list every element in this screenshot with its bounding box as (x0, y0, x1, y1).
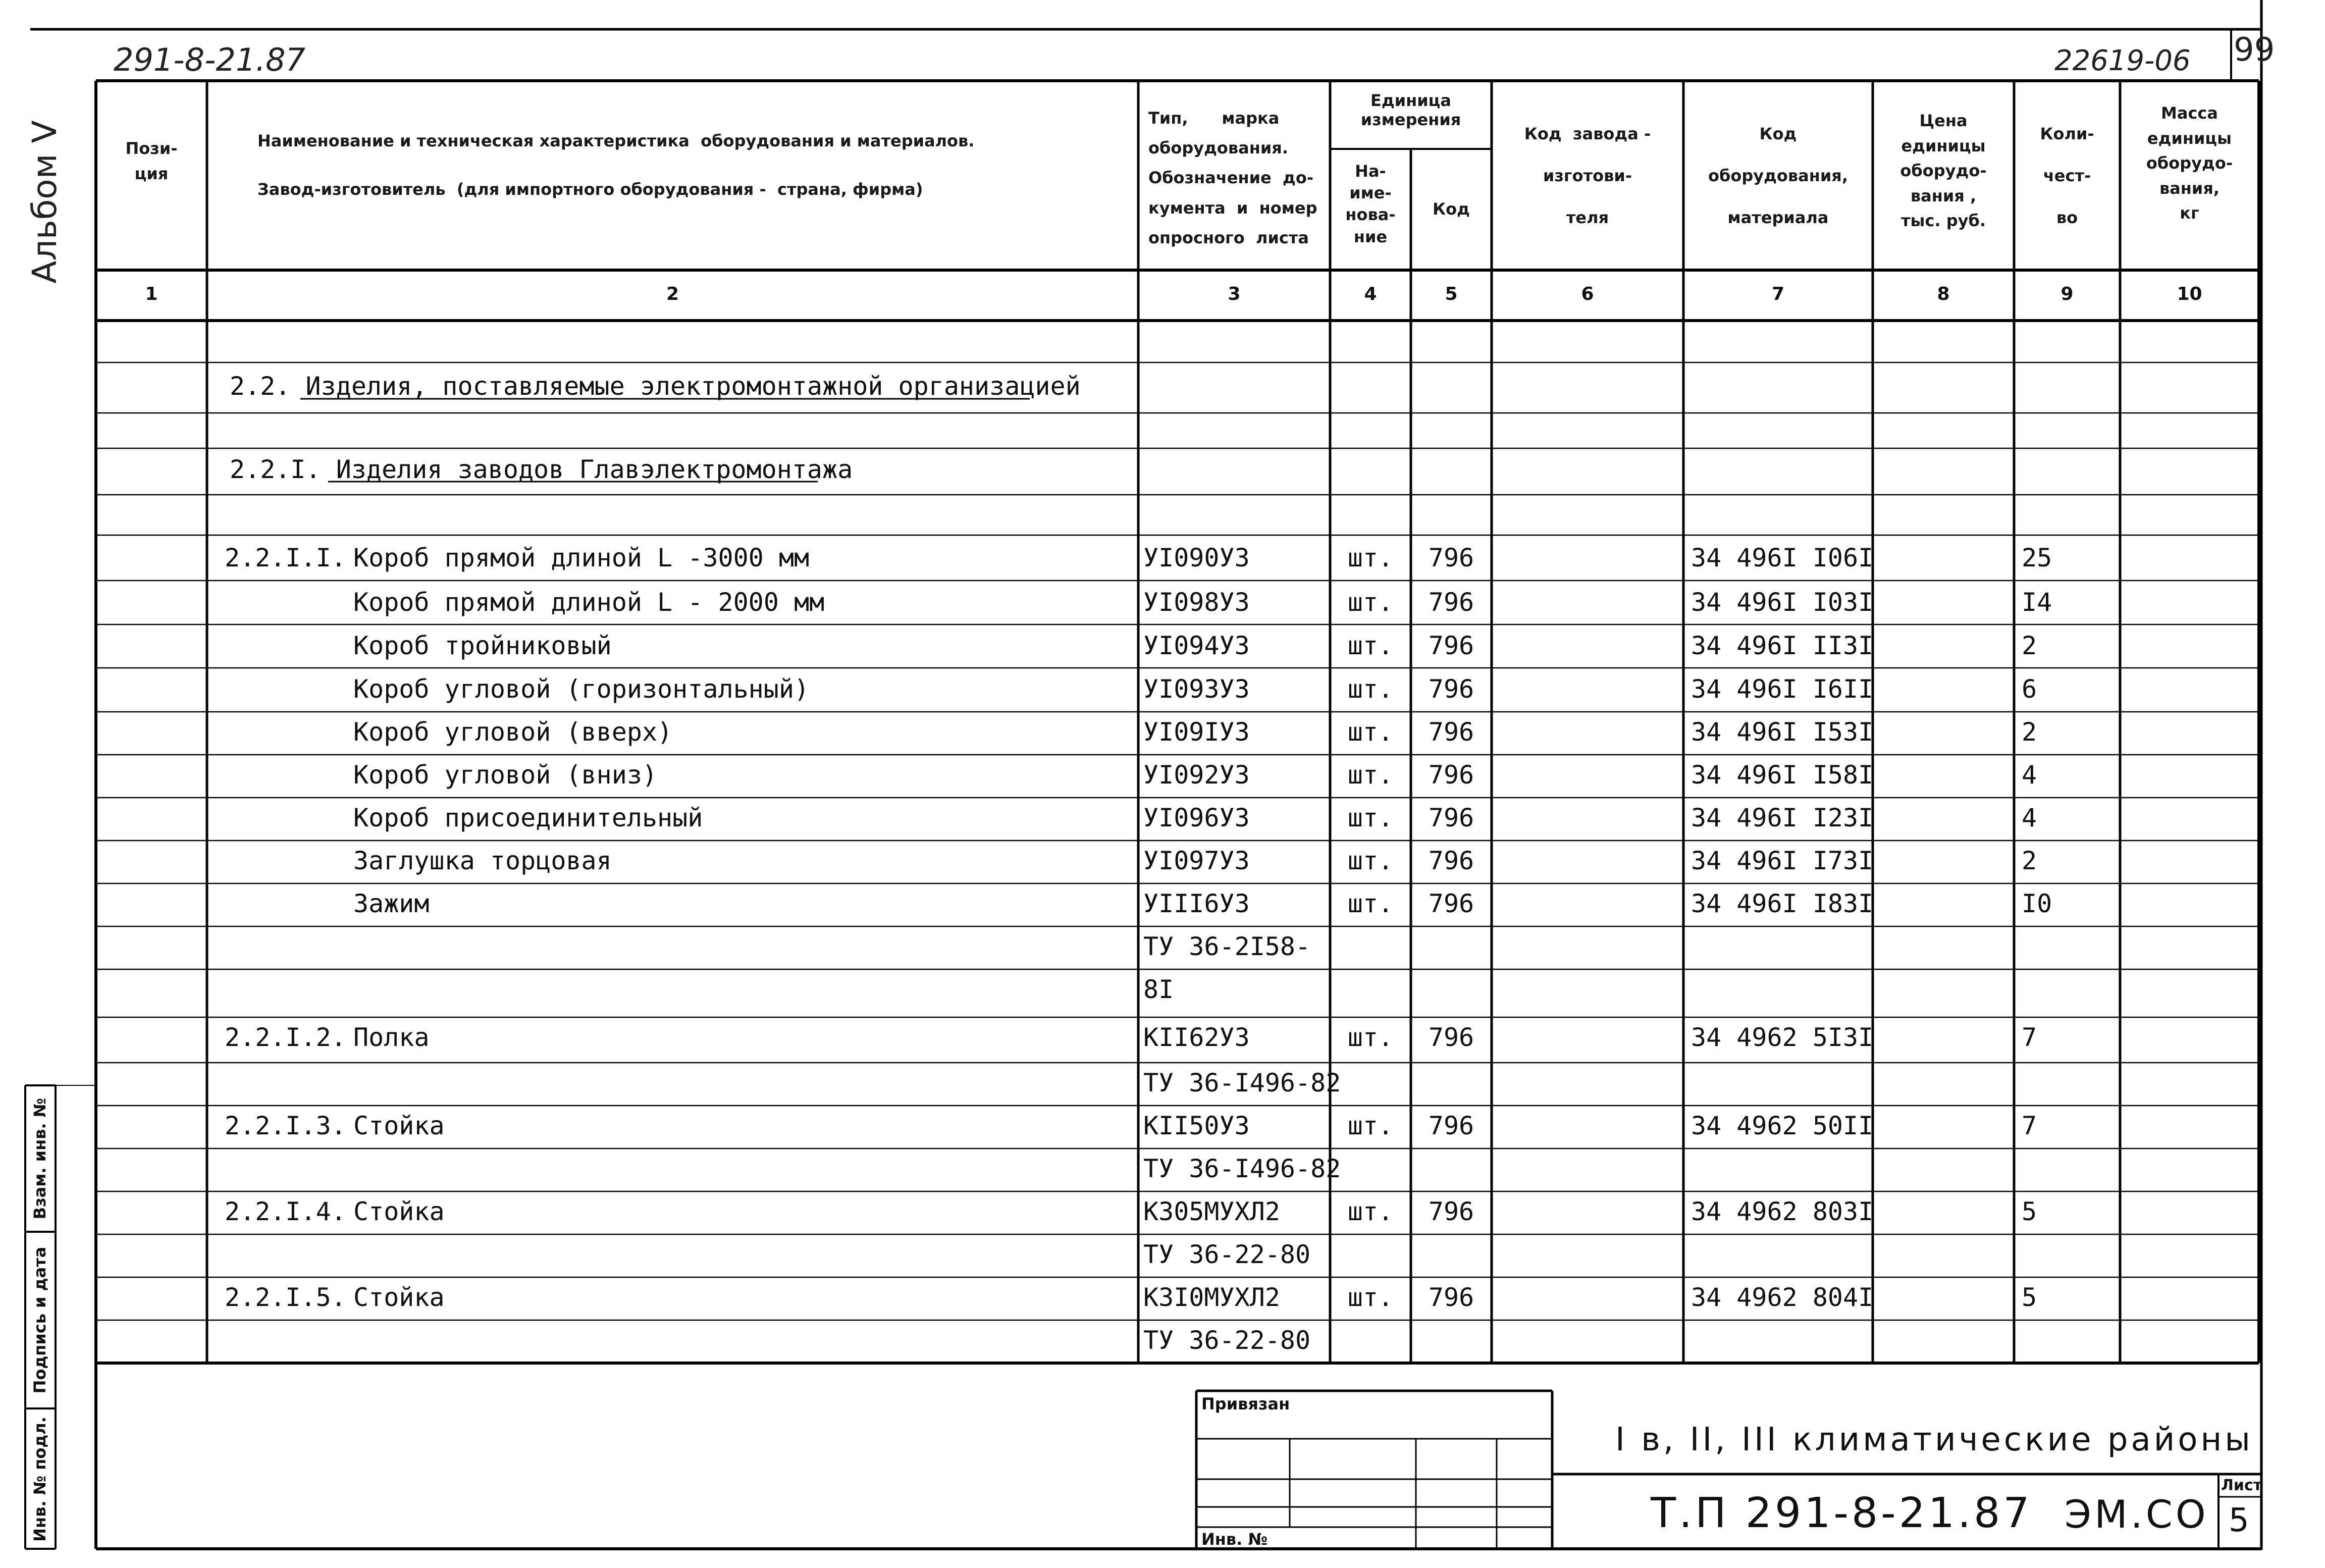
row-type: ТУ 36-I496-82 (1143, 1154, 1341, 1183)
row-equipment-code: 34 4962 803I (1691, 1197, 1874, 1226)
row-name: Полка (353, 1023, 430, 1052)
column-number: 7 (1771, 284, 1785, 304)
row-unit-code: 796 (1428, 588, 1474, 617)
page-number: 99 (2234, 31, 2275, 69)
column-number: 5 (1445, 284, 1458, 304)
row-unit: шт. (1347, 1197, 1394, 1226)
row-equipment-code: 34 4962 5I3I (1691, 1023, 1874, 1052)
document-code: Т.П 291-8-21.87 (1651, 1489, 2033, 1537)
header-col-type: Тип, марка оборудования. Обозначение до- кумента и номер опросного листа (1148, 109, 1317, 247)
row-type: УI093У3 (1143, 674, 1250, 704)
handwritten-archive-number: 22619-06 (2054, 44, 2191, 77)
column-number: 6 (1581, 284, 1594, 304)
row-unit-code: 796 (1428, 1283, 1474, 1312)
row-unit: шт. (1347, 717, 1394, 747)
row-unit: шт. (1347, 1111, 1394, 1140)
row-equipment-code: 34 496I II3I (1691, 631, 1874, 660)
row-name: Зажим (353, 889, 430, 918)
row-name: Стойка (353, 1197, 445, 1226)
row-unit: шт. (1347, 803, 1394, 832)
row-name: Стойка (353, 1111, 445, 1140)
row-unit-code: 796 (1428, 846, 1474, 875)
row-unit-code: 796 (1428, 631, 1474, 660)
row-unit-code: 796 (1428, 674, 1474, 704)
row-type: УIII6У3 (1143, 889, 1250, 918)
handwritten-series-number: 291-8-21.87 (114, 41, 306, 78)
row-name: Заглушка торцовая (353, 846, 612, 875)
row-quantity: 7 (2022, 1111, 2037, 1140)
header-col-quantity: Коли- чест- во (2040, 124, 2094, 228)
row-type: УI098У3 (1143, 588, 1250, 617)
header-col-maker-code: Код завода - изготови- теля (1524, 124, 1651, 228)
header-col-unit-code: Код (1433, 199, 1470, 219)
row-quantity: 4 (2022, 803, 2037, 832)
column-number: 2 (666, 284, 679, 304)
row-type: 8I (1143, 975, 1174, 1004)
header-col-name: Наименование и техническая характеристика оборудования и материалов. Завод-изготовитель (для импортного оборудования - страна, фирма) (257, 131, 975, 199)
row-equipment-code: 34 496I I58I (1691, 760, 1874, 790)
sheet-label: Лист (2221, 1477, 2262, 1494)
row-type: УI097У3 (1143, 846, 1250, 875)
row-unit: шт. (1347, 1023, 1394, 1052)
row-quantity: 6 (2022, 674, 2037, 704)
row-equipment-code: 34 4962 804I (1691, 1283, 1874, 1312)
row-quantity: 2 (2022, 717, 2037, 747)
row-quantity: 5 (2022, 1197, 2037, 1226)
album-label: Альбом V (25, 120, 64, 284)
header-col-unit: Единица измерения (1360, 91, 1461, 130)
row-unit-code: 796 (1428, 1023, 1474, 1052)
side-stamp-inv: Инв. № подл. (30, 1417, 49, 1542)
row-quantity: 2 (2022, 631, 2037, 660)
row-unit-code: 796 (1428, 543, 1474, 572)
row-type: К3I0МУХЛ2 (1143, 1283, 1280, 1312)
row-type: ТУ 36-22-80 (1143, 1240, 1311, 1269)
row-unit: шт. (1347, 1283, 1394, 1312)
column-number: 10 (2177, 284, 2202, 304)
row-type: KII62У3 (1143, 1023, 1250, 1052)
row-name: Короб присоединительный (353, 803, 703, 832)
row-equipment-code: 34 496I I03I (1691, 588, 1874, 617)
side-stamp-podpis: Подпись и дата (30, 1246, 49, 1394)
row-unit-code: 796 (1428, 889, 1474, 918)
column-number: 3 (1228, 284, 1241, 304)
row-unit: шт. (1347, 674, 1394, 704)
section-heading: 2.2.I. Изделия заводов Главэлектромонтажа (230, 455, 853, 484)
row-unit: шт. (1347, 588, 1394, 617)
document-suffix: ЭМ.СО (2065, 1492, 2209, 1537)
row-name: Короб угловой (вниз) (353, 760, 658, 790)
header-col-unit-name: На- име- нова- ние (1345, 162, 1396, 246)
row-type: УI090У3 (1143, 543, 1250, 572)
stamp-inv-no: Инв. № (1201, 1530, 1267, 1549)
row-quantity: I0 (2022, 889, 2052, 918)
row-quantity: 25 (2022, 543, 2052, 572)
column-number: 9 (2060, 284, 2074, 304)
header-col-mass: Масса единицы оборудо- вания, кг (2146, 103, 2233, 223)
sheet-number: 5 (2229, 1502, 2252, 1539)
column-number: 8 (1937, 284, 1950, 304)
row-unit: шт. (1347, 543, 1394, 572)
row-unit-code: 796 (1428, 717, 1474, 747)
row-position: 2.2.I.I. (225, 543, 346, 572)
row-name: Короб прямой длиной L -3000 мм (353, 543, 810, 572)
row-type: ТУ 36-22-80 (1143, 1326, 1311, 1355)
row-equipment-code: 34 496I I53I (1691, 717, 1874, 747)
row-name: Короб тройниковый (353, 631, 612, 660)
row-type: К305МУХЛ2 (1143, 1197, 1280, 1226)
row-quantity: 7 (2022, 1023, 2037, 1052)
row-type: УI09IУ3 (1143, 717, 1250, 747)
row-equipment-code: 34 496I I06I (1691, 543, 1874, 572)
row-name: Короб угловой (горизонтальный) (353, 674, 810, 704)
row-equipment-code: 34 496I I23I (1691, 803, 1874, 832)
row-unit: шт. (1347, 760, 1394, 790)
row-type: УI092У3 (1143, 760, 1250, 790)
row-equipment-code: 34 496I I73I (1691, 846, 1874, 875)
row-quantity: 5 (2022, 1283, 2037, 1312)
row-equipment-code: 34 4962 50II (1691, 1111, 1874, 1140)
row-quantity: 2 (2022, 846, 2037, 875)
row-unit-code: 796 (1428, 1111, 1474, 1140)
row-position: 2.2.I.2. (225, 1023, 346, 1052)
stamp-privyazan: Привязан (1201, 1394, 1290, 1414)
row-unit: шт. (1347, 889, 1394, 918)
header-col-position: Пози- ция (125, 139, 178, 183)
column-number: 4 (1364, 284, 1377, 304)
row-type: УI094У3 (1143, 631, 1250, 660)
section-heading: 2.2. Изделия, поставляемые электромонтажной организацией (230, 372, 1081, 401)
row-equipment-code: 34 496I I83I (1691, 889, 1874, 918)
row-unit-code: 796 (1428, 803, 1474, 832)
row-type: ТУ 36-2I58- (1143, 932, 1311, 961)
row-name: Короб угловой (вверх) (353, 717, 673, 747)
header-col-equipment-code: Код оборудования, материала (1708, 124, 1848, 228)
row-position: 2.2.I.5. (225, 1283, 346, 1312)
row-name: Короб прямой длиной L - 2000 мм (353, 588, 825, 617)
row-unit-code: 796 (1428, 1197, 1474, 1226)
row-unit-code: 796 (1428, 760, 1474, 790)
row-quantity: 4 (2022, 760, 2037, 790)
row-type: УI096У3 (1143, 803, 1250, 832)
row-name: Стойка (353, 1283, 445, 1312)
row-position: 2.2.I.3. (225, 1111, 346, 1140)
row-type: KII50У3 (1143, 1111, 1250, 1140)
row-unit: шт. (1347, 631, 1394, 660)
row-unit: шт. (1347, 846, 1394, 875)
row-type: ТУ 36-I496-82 (1143, 1068, 1341, 1097)
side-stamp-vzam: Взам. инв. № (30, 1097, 49, 1220)
column-number: 1 (145, 284, 158, 304)
header-col-price: Цена единицы оборудо- вания , тыс. руб. (1900, 111, 1987, 231)
row-equipment-code: 34 496I I6II (1691, 674, 1874, 704)
climate-regions: I в, II, III климатические районы (1615, 1421, 2253, 1458)
row-quantity: I4 (2022, 588, 2052, 617)
row-position: 2.2.I.4. (225, 1197, 346, 1226)
